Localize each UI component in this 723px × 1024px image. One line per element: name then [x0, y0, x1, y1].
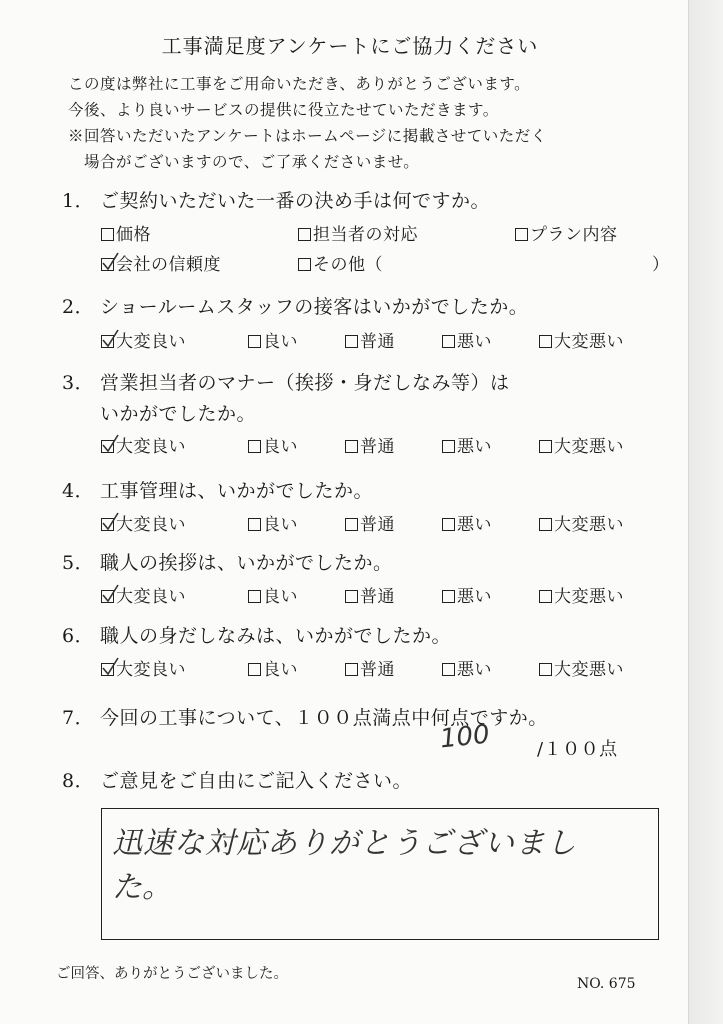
- checkbox[interactable]: [539, 335, 552, 348]
- checkbox[interactable]: [101, 228, 114, 241]
- q5-option-2[interactable]: [248, 582, 298, 607]
- intro-line-4: 場合がございますので、ご了承くださいませ。: [68, 153, 420, 171]
- q1-option-other[interactable]: その他（: [298, 250, 383, 275]
- option-label: 大変悪い: [554, 587, 624, 607]
- question-8: [62, 766, 412, 793]
- question-1: [62, 186, 490, 213]
- comment-line-1: 迅速な対応ありがとうございまし: [112, 826, 577, 861]
- q6-option-3[interactable]: [345, 655, 395, 680]
- question-text: 工事管理は、いかがでしたか。: [100, 480, 374, 502]
- option-label: 大変良い: [116, 515, 186, 535]
- question-4: [62, 476, 373, 503]
- q2-option-5[interactable]: [539, 327, 624, 352]
- option-label: 普通: [360, 437, 395, 457]
- intro-line-1: この度は弊社に工事をご用命いただき、ありがとうございます。: [68, 75, 531, 93]
- question-number: 2．: [62, 296, 95, 318]
- page-edge: [688, 0, 723, 1024]
- option-label: 大変悪い: [554, 660, 624, 680]
- q3-option-1[interactable]: [101, 432, 186, 457]
- question-text: 今回の工事について、１００点満点中何点ですか。: [100, 707, 548, 729]
- score-handwritten[interactable]: 100: [438, 719, 492, 755]
- option-label: 悪い: [457, 437, 492, 457]
- checkbox[interactable]: [539, 663, 552, 676]
- option-label: 良い: [263, 332, 298, 352]
- q6-option-1[interactable]: [101, 655, 186, 680]
- q1-option-price[interactable]: 価格: [101, 220, 151, 245]
- question-2: [62, 292, 528, 319]
- q5-option-4[interactable]: [442, 582, 492, 607]
- question-3: [62, 368, 510, 395]
- checkbox[interactable]: [298, 258, 311, 271]
- checkbox[interactable]: [442, 335, 455, 348]
- option-label: 悪い: [457, 332, 492, 352]
- q4-option-2[interactable]: [248, 510, 298, 535]
- option-label: 良い: [263, 437, 298, 457]
- q6-option-4[interactable]: [442, 655, 492, 680]
- q4-option-3[interactable]: [345, 510, 395, 535]
- checkbox[interactable]: [248, 440, 261, 453]
- q1-option-staff[interactable]: 担当者の対応: [298, 220, 418, 245]
- question-number: 1．: [62, 190, 95, 212]
- q2-option-3[interactable]: [345, 327, 395, 352]
- q6-option-2[interactable]: [248, 655, 298, 680]
- comment-line-2: た。: [112, 870, 172, 905]
- q1-option-trust[interactable]: 会社の信頼度: [101, 250, 221, 275]
- q3-option-3[interactable]: [345, 432, 395, 457]
- question-number: 5．: [62, 552, 95, 574]
- score-suffix: /１００点: [537, 739, 618, 760]
- option-label: 良い: [263, 660, 298, 680]
- footer-thanks: ご回答、ありがとうございました。: [56, 966, 288, 982]
- checkbox[interactable]: [345, 518, 358, 531]
- checkbox-checked[interactable]: [101, 440, 114, 453]
- option-label: 大変良い: [116, 660, 186, 680]
- option-label: 悪い: [457, 660, 492, 680]
- checkbox-checked[interactable]: [101, 663, 114, 676]
- option-label: 良い: [263, 587, 298, 607]
- option-label: 普通: [360, 332, 395, 352]
- question-number: 8．: [62, 770, 95, 792]
- option-label: 普通: [360, 587, 395, 607]
- question-text: ご契約いただいた一番の決め手は何ですか。: [100, 190, 491, 212]
- q2-option-1[interactable]: [101, 327, 186, 352]
- question-number: 7．: [62, 707, 95, 729]
- checkbox[interactable]: [248, 590, 261, 603]
- checkbox-checked[interactable]: [101, 335, 114, 348]
- checkbox[interactable]: [539, 518, 552, 531]
- option-label: 大変良い: [116, 587, 186, 607]
- checkbox[interactable]: [248, 663, 261, 676]
- checkbox[interactable]: [345, 590, 358, 603]
- q2-option-2[interactable]: [248, 327, 298, 352]
- q2-option-4[interactable]: [442, 327, 492, 352]
- question-text: 職人の身だしなみは、いかがでしたか。: [100, 625, 452, 647]
- question-number: 3．: [62, 372, 95, 394]
- q5-option-5[interactable]: [539, 582, 624, 607]
- option-label: 普通: [360, 515, 395, 535]
- option-label: 大変良い: [116, 332, 186, 352]
- q3-option-5[interactable]: [539, 432, 624, 457]
- q3-option-2[interactable]: [248, 432, 298, 457]
- serial-number: NO. 675: [577, 976, 636, 992]
- intro-line-2: 今後、より良いサービスの提供に役立たせていただきます。: [68, 101, 499, 119]
- q1-other-close-paren: ）: [652, 255, 670, 275]
- option-label: 普通: [360, 660, 395, 680]
- q4-option-1[interactable]: [101, 510, 186, 535]
- option-label: 悪い: [457, 587, 492, 607]
- question-5: [62, 548, 393, 575]
- checkbox[interactable]: [442, 590, 455, 603]
- q5-option-3[interactable]: [345, 582, 395, 607]
- q1-option-plan[interactable]: プラン内容: [515, 220, 618, 245]
- q6-option-5[interactable]: [539, 655, 624, 680]
- question-text: ショールームスタッフの接客はいかがでしたか。: [100, 296, 529, 318]
- checkbox[interactable]: [442, 440, 455, 453]
- intro-line-3: ※回答いただいたアンケートはホームページに掲載させていただく: [68, 127, 547, 145]
- checkbox[interactable]: [298, 228, 311, 241]
- checkbox[interactable]: [345, 663, 358, 676]
- checkbox-checked[interactable]: [101, 518, 114, 531]
- checkbox[interactable]: [248, 335, 261, 348]
- option-label: 大変悪い: [554, 332, 624, 352]
- option-label: 良い: [263, 515, 298, 535]
- checkbox[interactable]: [442, 518, 455, 531]
- checkbox[interactable]: [345, 335, 358, 348]
- checkbox[interactable]: [515, 228, 528, 241]
- checkbox[interactable]: [345, 440, 358, 453]
- q5-option-1[interactable]: [101, 582, 186, 607]
- option-label: 悪い: [457, 515, 492, 535]
- question-6: [62, 621, 451, 648]
- checkbox-checked[interactable]: [101, 258, 114, 271]
- q4-option-4[interactable]: [442, 510, 492, 535]
- q4-option-5[interactable]: [539, 510, 624, 535]
- checkbox-checked[interactable]: [101, 590, 114, 603]
- question-text: 営業担当者のマナー（挨拶・身だしなみ等）は: [100, 372, 510, 394]
- option-label: 大変悪い: [554, 437, 624, 457]
- question-3-continued: いかがでしたか。: [100, 403, 257, 425]
- checkbox[interactable]: [248, 518, 261, 531]
- survey-title: 工事満足度アンケートにご協力ください: [161, 34, 539, 58]
- option-label: 大変悪い: [554, 515, 624, 535]
- checkbox[interactable]: [442, 663, 455, 676]
- question-text: 職人の挨拶は、いかがでしたか。: [100, 552, 393, 574]
- checkbox[interactable]: [539, 590, 552, 603]
- question-number: 6．: [62, 625, 95, 647]
- question-text: ご意見をご自由にご記入ください。: [100, 770, 413, 792]
- checkbox[interactable]: [539, 440, 552, 453]
- option-label: 大変良い: [116, 437, 186, 457]
- question-number: 4．: [62, 480, 95, 502]
- q3-option-4[interactable]: [442, 432, 492, 457]
